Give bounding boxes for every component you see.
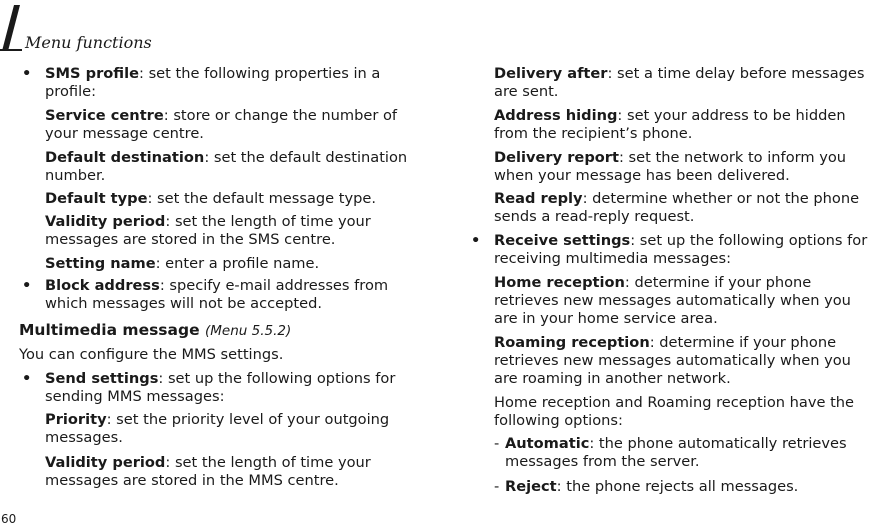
service-centre-line1: Service centre: store or change the number of (45, 107, 398, 124)
delivery-report-line2: when your message has been delivered. (494, 167, 790, 184)
page-header-title: Menu functions (25, 33, 152, 52)
home-reception-line1: Home reception: determine if your phone (494, 274, 812, 291)
validity-sms-line2: messages are stored in the SMS centre. (45, 231, 336, 248)
default-type-line: Default type: set the default message type. (45, 190, 377, 207)
dash-marker: - (494, 435, 500, 452)
receive-settings-line2: receiving multimedia messages: (494, 250, 732, 267)
setting-name-line: Setting name: enter a profile name. (45, 255, 320, 272)
bullet: • (22, 65, 32, 82)
address-hiding-line1: Address hiding: set your address to be hidden (494, 107, 846, 124)
block-address-line2: which messages will not be accepted. (45, 295, 322, 312)
bullet: • (22, 277, 32, 294)
priority-line2: messages. (45, 429, 123, 446)
reject-line: Reject: the phone rejects all messages. (505, 478, 799, 495)
send-settings-line2: sending MMS messages: (45, 388, 225, 405)
delivery-report-line1: Delivery report: set the network to inform you (494, 149, 847, 166)
validity-sms-line1: Validity period: set the length of time your (45, 213, 371, 230)
mms-section-heading: Multimedia message (Menu 5.5.2) (19, 321, 292, 339)
service-centre-line2: your message centre. (45, 125, 204, 142)
block-address-line1: Block address: specify e-mail addresses from (45, 277, 389, 294)
home-reception-line2: retrieves new messages automatically when you (494, 292, 851, 309)
reception-options-line1: Home reception and Roaming reception have the (494, 394, 855, 411)
automatic-line2: messages from the server. (505, 453, 700, 470)
validity-mms-line1: Validity period: set the length of time your (45, 454, 371, 471)
delivery-after-line1: Delivery after: set a time delay before messages (494, 65, 865, 82)
page-number: 60 (1, 512, 17, 526)
roaming-reception-line3: are roaming in another network. (494, 370, 731, 387)
send-settings-line1: Send settings: set up the following options for (45, 370, 396, 387)
mms-intro: You can configure the MMS settings. (19, 346, 284, 363)
home-reception-line3: are in your home service area. (494, 310, 718, 327)
bullet: • (471, 232, 481, 249)
header-bar-decoration (0, 5, 22, 51)
reception-options-line2: following options: (494, 412, 623, 429)
automatic-line1: Automatic: the phone automatically retrieves (505, 435, 847, 452)
default-destination-line1: Default destination: set the default destination (45, 149, 408, 166)
receive-settings-line1: Receive settings: set up the following options for (494, 232, 868, 249)
read-reply-line2: sends a read-reply request. (494, 208, 695, 225)
dash-marker: - (494, 478, 500, 495)
priority-line1: Priority: set the priority level of your outgoing (45, 411, 390, 428)
delivery-after-line2: are sent. (494, 83, 559, 100)
roaming-reception-line1: Roaming reception: determine if your phone (494, 334, 837, 351)
sms-profile-line2: profile: (45, 83, 97, 100)
validity-mms-line2: messages are stored in the MMS centre. (45, 472, 339, 489)
read-reply-line1: Read reply: determine whether or not the phone (494, 190, 860, 207)
address-hiding-line2: from the recipient’s phone. (494, 125, 693, 142)
bullet: • (22, 370, 32, 387)
sms-profile-line1: SMS profile: set the following properties in a (45, 65, 381, 82)
default-destination-line2: number. (45, 167, 106, 184)
roaming-reception-line2: retrieves new messages automatically when you (494, 352, 851, 369)
menu-reference: (Menu 5.5.2) (205, 323, 292, 339)
